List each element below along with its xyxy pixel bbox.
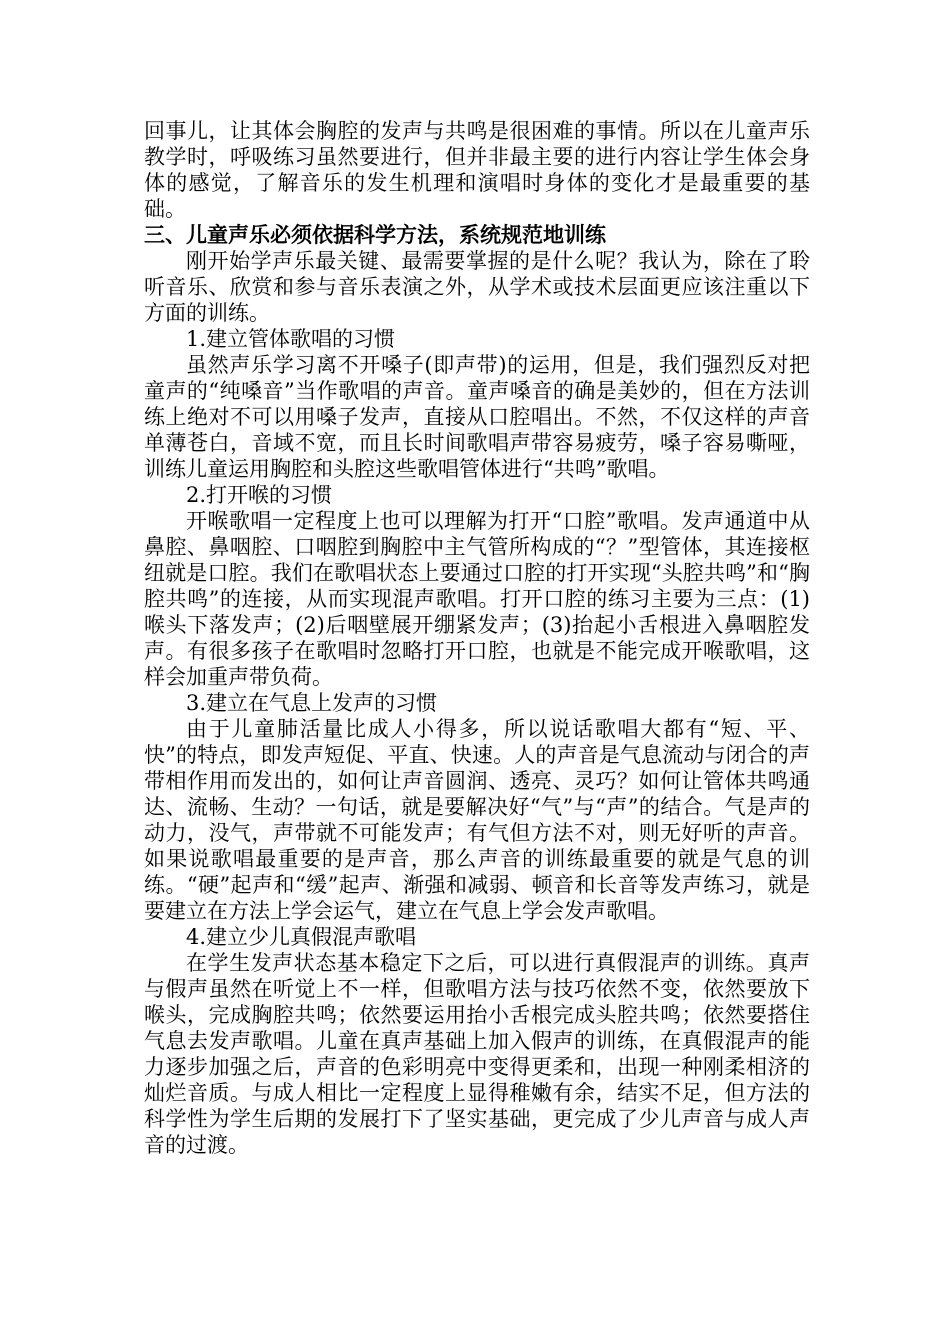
item-1-paragraph: 虽然声乐学习离不开嗓子(即声带)的运用，但是，我们强烈反对把童声的“纯嗓音”当作歌唱的声音。童声嗓音的确是美妙的，但在方法训练上绝对不可以用嗓子发声，直接从口腔唱出。不然，不仅这样的声音单薄苍白，音域不宽，而且长时间歌唱声带容易疲劳，嗓子容易嘶哑，训练儿童运用胸腔和头腔这些歌唱管体进行“共鸣”歌唱。 <box>144 353 810 481</box>
intro-paragraph: 回事儿，让其体会胸腔的发声与共鸣是很困难的事情。所以在儿童声乐教学时，呼吸练习虽然要进行，但并非最主要的进行内容让学生体会身体的感觉，了解音乐的发生机理和演唱时身体的变化才是最重要的基础。 <box>144 119 810 221</box>
section-heading: 三、儿童声乐必须依据科学方法，系统规范地训练 <box>144 222 606 247</box>
item-2-title: 2.打开喉的习惯 <box>186 483 333 507</box>
item-1-title: 1.建立管体歌唱的习惯 <box>186 327 396 351</box>
item-3-paragraph: 由于儿童肺活量比成人小得多，所以说话歌唱大都有“短、平、快”的特点，即发声短促、平直、快速。人的声音是气息流动与闭合的声带相作用而发出的，如何让声音圆润、透亮、灵巧？如何让管体共鸣通达、流畅、生动？一句话，就是要解决好“气”与“声”的结合。气是声的动力，没气，声带就不可能发声；有气但方法不对，则无好听的声音。如果说歌唱最重要的是声音，那么声音的训练最重要的就是气息的训练。“硬”起声和“缓”起声、渐强和减弱、顿音和长音等发声练习，就是要建立在方法上学会运气，建立在气息上学会发声歌唱。 <box>144 717 810 923</box>
item-4-paragraph: 在学生发声状态基本稳定下之后，可以进行真假混声的训练。真声与假声虽然在听觉上不一样，但歌唱方法与技巧依然不变，依然要放下喉头，完成胸腔共鸣；依然要运用抬小舌根完成头腔共鸣；依然要搭住气息去发声歌唱。儿童在真声基础上加入假声的训练，在真假混声的能力逐步加强之后，声音的色彩明亮中变得更柔和，出现一种刚柔相济的灿烂音质。与成人相比一定程度上显得稚嫩有余，结实不足，但方法的科学性为学生后期的发展打下了坚实基础，更完成了少儿声音与成人声音的过渡。 <box>144 951 810 1157</box>
section-intro-paragraph: 刚开始学声乐最关键、最需要掌握的是什么呢？我认为，除在了聆听音乐、欣赏和参与音乐表演之外，从学术或技术层面更应该注重以下方面的训练。 <box>144 249 810 325</box>
item-3-title: 3.建立在气息上发声的习惯 <box>186 691 438 715</box>
item-2-paragraph: 开喉歌唱一定程度上也可以理解为打开“口腔”歌唱。发声通道中从鼻腔、鼻咽腔、口咽腔到胸腔中主气管所构成的“？”型管体，其连接枢纽就是口腔。我们在歌唱状态上要通过口腔的打开实现“头腔共鸣”和“胸腔共鸣”的连接，从而实现混声歌唱。打开口腔的练习主要为三点：(1)喉头下落发声；(2)后咽壁展开绷紧发声；(3)抬起小舌根进入鼻咽腔发声。有很多孩子在歌唱时忽略打开口腔，也就是不能完成开喉歌唱，这样会加重声带负荷。 <box>144 509 810 689</box>
document-page <box>144 118 810 1158</box>
item-4-title: 4.建立少儿真假混声歌唱 <box>186 925 417 949</box>
